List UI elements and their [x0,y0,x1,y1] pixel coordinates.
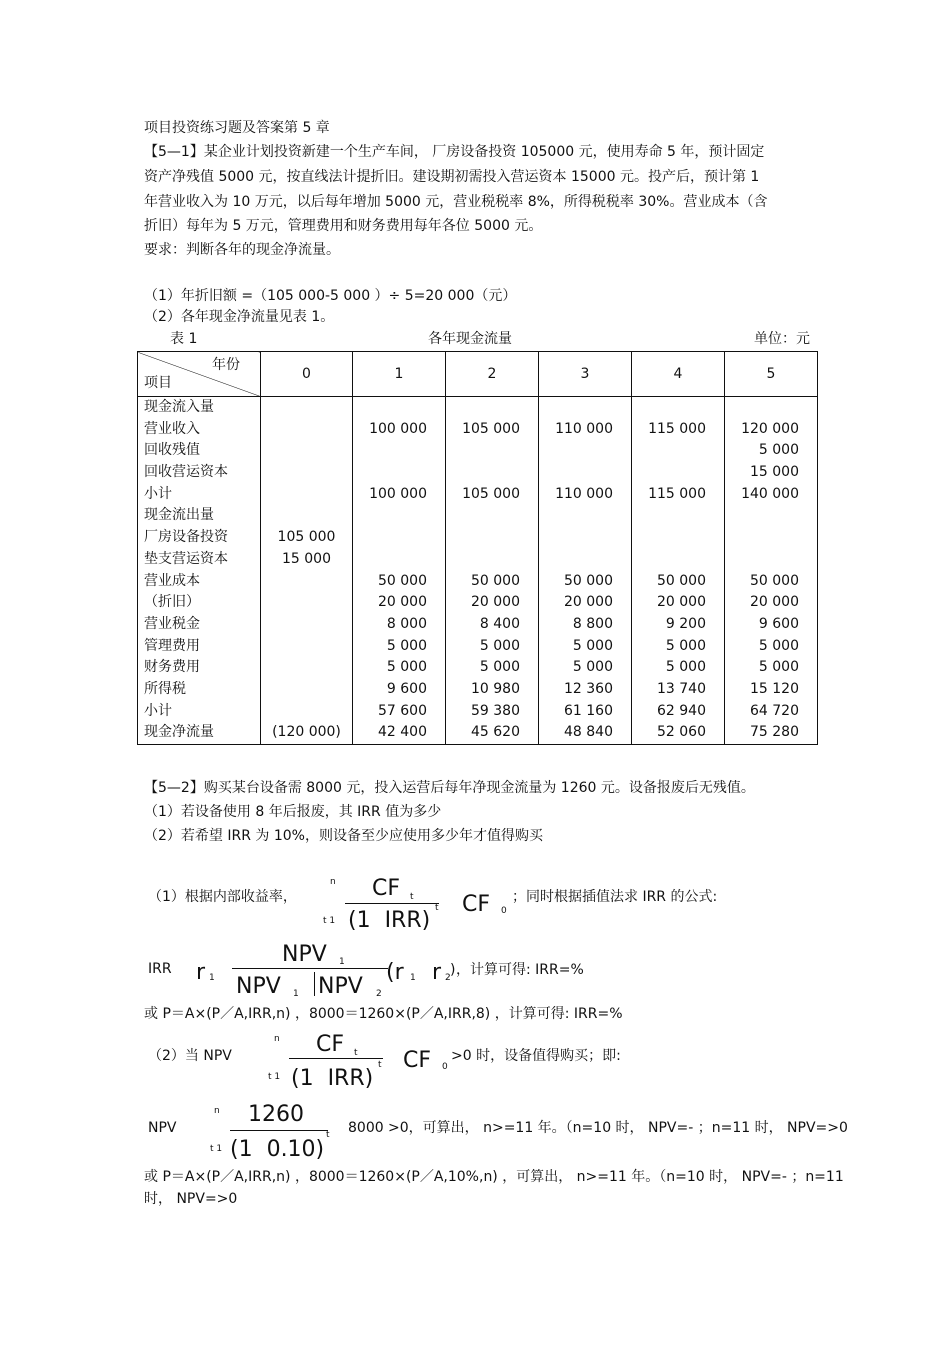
table-cell [261,440,352,462]
table-cell [353,397,445,419]
table-cell: 50 000 [750,572,799,589]
row-label: （折旧） [144,594,200,611]
table-cell: 5 000 [665,637,706,654]
table-cell [539,505,631,527]
row-label: 回收营运资本 [144,464,228,481]
row-label: 现金流入量 [144,399,214,415]
table-cell: 15 120 [750,680,799,697]
header-year-label: 年份 [212,357,240,373]
table-cell: 5 000 [386,659,427,676]
row-label: 营业收入 [144,420,200,437]
table-cell: 15 000 [750,464,799,481]
table-cell: 5 000 [572,659,613,676]
table-cell: 115 000 [648,420,706,437]
table-cell: 20 000 [564,594,613,611]
table-cell: 100 000 [369,420,427,437]
table-cell: 12 360 [564,680,613,697]
problem-question: （1）若设备使用 8 年后报废，其 IRR 值为多少 [144,804,442,820]
table-cell: 8 000 [386,615,427,632]
table-cell [261,636,352,658]
table-cell: 110 000 [555,485,613,502]
table-cell: 5 000 [758,442,799,459]
table-cell: 100 000 [369,485,427,502]
annuity-method-line: 或 P＝A×(P／A,IRR,n) ，8000＝1260×(P／A,IRR,8) ，计算可得: IRR=% [144,1006,623,1022]
table-cell [261,397,352,419]
table-cell: 5 000 [572,637,613,654]
year-4-column [632,397,725,745]
table-cell: 9 600 [758,615,799,632]
problem-text-line: 【5—1】某企业计划投资新建一个生产车间， 厂房设备投资 105000 元，使用寿命 5 年，预计固定 [144,144,765,160]
table-cell: 120 000 [741,420,799,437]
table-cell [353,527,445,549]
table-cell [261,571,352,593]
year-header: 3 [539,352,632,397]
table-cell [261,701,352,723]
table-cell: 13 740 [657,680,706,697]
table-cell: 50 000 [564,572,613,589]
table-cell [353,440,445,462]
year-0-column [261,397,353,745]
table-cell: 20 000 [657,594,706,611]
page-title: 项目投资练习题及答案第 5 章 [144,120,330,136]
year-1-column [353,397,446,745]
row-label: 现金流出量 [144,507,214,524]
table-cell [539,549,631,571]
table-cell [261,505,352,527]
table-cell: 45 620 [471,724,520,741]
table-cell [632,462,724,484]
table-cell [632,549,724,571]
table-cell [725,397,817,419]
table-cell: 50 000 [471,572,520,589]
row-label: 小计 [144,485,172,502]
row-label: 垫支营运资本 [144,550,228,567]
row-label: 管理费用 [144,637,200,654]
table-cell [353,462,445,484]
table-cell: 5 000 [479,659,520,676]
table-cell [539,440,631,462]
table-cell [261,419,352,441]
table-cell [261,679,352,701]
formula-prefix: （2）当 NPV [148,1048,232,1064]
table-cell: 8 400 [479,615,520,632]
table-cell: 115 000 [648,485,706,502]
table-cell [261,657,352,679]
year-header: 0 [261,352,353,397]
table-cell: 48 840 [564,724,613,741]
annuity-method-line: 时， NPV=>0 [144,1191,238,1207]
table-cell [446,397,538,419]
table-caption-unit: 单位：元 [754,331,810,347]
table-cell [261,614,352,636]
table-cell [261,484,352,506]
table-cell: 9 200 [665,615,706,632]
formula-prefix: （1）根据内部收益率， [148,889,297,905]
table-cell: 5 000 [386,637,427,654]
cash-flow-table [137,351,818,745]
table-cell: 20 000 [471,594,520,611]
table-cell [446,505,538,527]
item-label-column [138,397,261,745]
table-cell: (120 000) [272,724,341,741]
table-cell: 50 000 [378,572,427,589]
table-body-row [138,397,818,745]
year-header: 4 [632,352,725,397]
problem-requirement: 要求：判断各年的现金净流量。 [144,242,340,258]
problem-text-line: 资产净残值 5000 元，按直线法计提折旧。建设期初需投入营运资本 15000 元。投产后，预计第 1 [144,169,760,185]
table-cell [539,527,631,549]
year-3-column [539,397,632,745]
table-cell: 10 980 [471,680,520,697]
formula-suffix: ，计算可得: IRR=% [456,962,584,978]
answer-depreciation: （1）年折旧额 =（105 000-5 000 ）÷ 5=20 000（元） [144,288,517,304]
table-cell: 20 000 [750,594,799,611]
row-label: 财务费用 [144,659,200,676]
header-item-label: 项目 [144,375,172,391]
table-cell [632,440,724,462]
row-label: 营业税金 [144,615,200,632]
table-cell: 15 000 [282,550,331,567]
table-cell: 50 000 [657,572,706,589]
table-cell: 5 000 [665,659,706,676]
table-caption-number: 表 1 [170,331,198,347]
table-cell [446,527,538,549]
table-cell: 110 000 [555,420,613,437]
problem-text-line: 【5—2】购买某台设备需 8000 元，投入运营后每年净现金流量为 1260 元。设备报废后无残值。 [144,780,755,796]
year-5-column [725,397,818,745]
table-cell: 5 000 [479,637,520,654]
year-2-column [446,397,539,745]
annuity-method-line: 或 P＝A×(P／A,IRR,n) ，8000＝1260×(P／A,10%,n) ，可算出， n>=11 年。（n=10 时， NPV=- ；n=11 [144,1169,844,1185]
table-cell: 57 600 [378,702,427,719]
row-label: 小计 [144,702,172,719]
row-label: 厂房设备投资 [144,529,228,546]
table-cell [632,397,724,419]
table-cell [353,505,445,527]
table-cell: 52 060 [657,724,706,741]
table-cell [261,592,352,614]
table-cell [632,527,724,549]
header-diagonal-cell [138,352,261,397]
problem-text-line: 折旧）每年为 5 万元，管理费用和财务费用每年各位 5000 元。 [144,218,543,234]
table-cell: 5 000 [758,637,799,654]
answer-table-ref: （2）各年现金净流量见表 1。 [144,309,335,325]
row-label: 现金净流量 [144,724,214,741]
table-caption-title: 各年现金流量 [428,331,512,347]
year-header: 2 [446,352,539,397]
row-label: 营业成本 [144,572,200,589]
table-cell [725,505,817,527]
formula-suffix: >0，可算出， n>=11 年。（n=10 时， NPV=- ；n=11 时， NPV=>0 [388,1120,848,1136]
table-header-row [138,352,818,397]
table-cell [725,549,817,571]
formula-suffix: >0 时，设备值得购买；即: [451,1048,621,1064]
table-cell: 64 720 [750,702,799,719]
table-cell [539,462,631,484]
table-cell: 59 380 [471,702,520,719]
table-cell [353,549,445,571]
table-cell: 9 600 [386,680,427,697]
table-cell: 140 000 [741,485,799,502]
row-label: 回收残值 [144,442,200,459]
table-cell: 61 160 [564,702,613,719]
table-cell [446,462,538,484]
table-cell: 105 000 [277,529,336,546]
year-header: 5 [725,352,818,397]
table-cell: 105 000 [462,485,520,502]
table-cell [539,397,631,419]
table-cell [446,440,538,462]
problem-question: （2）若希望 IRR 为 10%，则设备至少应使用多少年才值得购买 [144,828,543,844]
table-cell [725,527,817,549]
table-cell: 5 000 [758,659,799,676]
table-cell: 105 000 [462,420,520,437]
problem-text-line: 年营业收入为 10 万元，以后每年增加 5000 元，营业税税率 8%，所得税税率 30%。营业成本（含 [144,194,768,210]
table-cell [261,462,352,484]
table-cell [632,505,724,527]
table-cell: 62 940 [657,702,706,719]
table-cell: 42 400 [378,724,427,741]
year-header: 1 [353,352,446,397]
table-cell: 75 280 [750,724,799,741]
table-cell [446,549,538,571]
table-cell: 8 800 [572,615,613,632]
formula-suffix: ；同时根据插值法求 IRR 的公式: [512,889,718,905]
table-cell: 20 000 [378,594,427,611]
row-label: 所得税 [144,680,186,697]
